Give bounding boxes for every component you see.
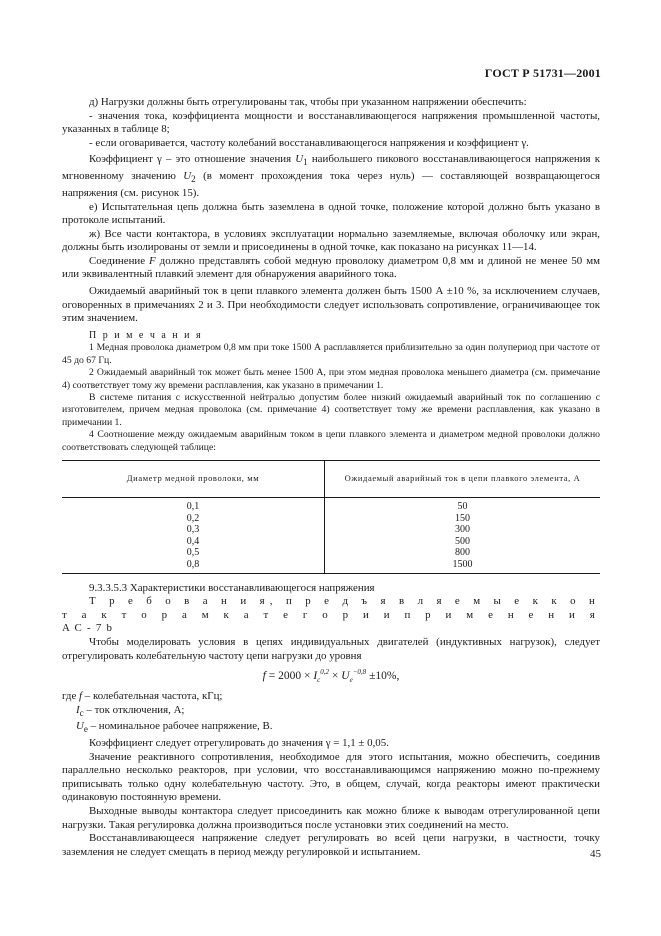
def-term: f	[79, 689, 83, 702]
table-header-row	[62, 461, 600, 498]
paragraph-e: е) Испытательная цепь должна быть заземлена в одной точке, положение которой должно быть указано в протоколе испытаний.	[62, 200, 600, 227]
paragraph-coefficient: Коэффициент следует отрегулировать до значения γ = 1,1 ± 0,05.	[89, 737, 389, 750]
table-cell-current: 50	[325, 498, 601, 513]
paragraph-gamma-coefficient	[62, 153, 600, 200]
text-fragment: (в момент прохождения тока через нуль) — составляющей возвращающегося напряжения (см. рисунок 15).	[62, 170, 600, 199]
text-fragment: наибольшего пикового восстанавливающегося напряжения к мгновенному значению	[62, 153, 601, 183]
paragraph-oscillation: Чтобы моделировать условия в цепях индивидуальных двигателей (индуктивных нагрузок), следует отрегулировать колебательную частоту цепи нагрузки до уровня	[62, 636, 600, 662]
table-cell-current: 150	[325, 513, 601, 525]
symbol-u: U	[183, 170, 192, 183]
table-cell-diameter: 0,3	[186, 524, 200, 536]
def-term: I	[76, 703, 80, 716]
subscript: 2	[191, 174, 196, 185]
paragraph-recovery-voltage: Восстанавливающееся напряжение следует регулировать во всей цепи нагрузки, в частности, точку заземления не следует смещать в период между регулировкой и испытанием.	[62, 832, 600, 858]
def-sub: c	[79, 707, 84, 718]
wire-current-table	[62, 460, 600, 574]
section-requirement: Т р е б о в а н и я, п р е д ъ я в л я е м ы е к к о н т а к т о р а м к а т е г о р и и п р и м е н е н и я АС-7b	[62, 595, 600, 635]
paragraph-reactance: Значение реактивного сопротивления, необходимое для этого испытания, можно обеспечить, соединив параллельно несколько реакторов, при условии, что восстанавливающимся напряжению можно по-прежнему приписывать только одну колебательную частоту. Это, в общем, случай, когда реакторы имеют практически одинаковую постоянную времени.	[62, 750, 600, 804]
formula-f: f	[262, 670, 266, 683]
formula-sup: −0,8	[352, 668, 367, 677]
table-cell-current: 300	[325, 524, 601, 536]
def-text: – номинальное рабочее напряжение, В.	[87, 720, 273, 733]
formula-sub: e	[349, 676, 353, 685]
def-text: – колебательная частота, кГц;	[82, 689, 223, 702]
table-cell-diameter: 0,5	[186, 547, 200, 559]
table-cell-diameter: 0,1	[186, 501, 200, 513]
paragraph-frequency: - если оговаривается, частоту колебаний восстанавливающегося напряжения и коэффициент γ.	[89, 136, 529, 149]
note-2: 2 Ожидаемый аварийный ток может быть менее 1500 А, при этом медная проволока меньшего диаметра (см. примечание 4) соответствует тому жу времени расплавления, как указано в примечании 1.	[62, 367, 600, 391]
symbol-f: F	[149, 254, 156, 267]
document-body	[62, 96, 600, 859]
note-1: 1 Медная проволока диаметром 0,8 мм при токе 1500 А расплавляется приблизительно за один полупериод при частоте от 45 до 67 Гц.	[62, 342, 600, 366]
table-row	[62, 524, 600, 536]
table-cell-current: 800	[325, 547, 601, 559]
paragraph-d: д) Нагрузки должны быть отрегулированы так, чтобы при указанном напряжении обеспечить:	[89, 96, 527, 108]
section-heading: 9.3.3.5.3 Характеристики восстанавливающегося напряжения	[89, 581, 375, 594]
formula-part: = 2000 ×	[265, 670, 314, 683]
paragraph-fault-current: Ожидаемый аварийный ток в цепи плавкого элемента должен быть 1500 А ±10 %, за исключением случаев, оговоренных в примечаниях 2 и 3. При необходимости следует использовать сопротивление, ограничивающее ток этим значением.	[62, 285, 600, 325]
table-cell-diameter: 0,2	[186, 512, 200, 524]
paragraph-zh: ж) Все части контактора, в условиях эксплуатации нормально заземляемые, включая оболочку или экран, должны быть изолированы от земли и присоединены в одной точке, как показано на рисунках 11—14.	[62, 227, 600, 254]
frequency-formula	[62, 666, 600, 688]
symbol-u: U	[295, 153, 304, 166]
text-fragment: Соединение	[89, 254, 150, 267]
table-header-diameter: Диаметр медной проволоки, мм	[62, 461, 325, 498]
formula-ic: I	[313, 670, 318, 683]
table-cell-diameter: 0,4	[186, 535, 200, 547]
definition-ic	[62, 704, 600, 721]
note-4: 4 Соотношение между ожидаемым аварийным током в цепи плавкого элемента и диаметром медной проволоки должно соответствовать следующей таблице:	[62, 429, 600, 453]
table-row	[62, 547, 600, 559]
def-sub: e	[83, 724, 88, 735]
subscript: 1	[303, 157, 308, 168]
table-cell-diameter: 0,8	[62, 559, 325, 573]
definition-f	[62, 690, 600, 704]
where-label: где	[62, 689, 80, 702]
paragraph-connection-f	[62, 255, 600, 282]
page-number: 45	[590, 848, 601, 860]
formula-sub: c	[317, 676, 321, 685]
formula-part: ×	[329, 670, 342, 683]
text-fragment: должно представлять собой медную проволоку диаметром 0,8 мм и длиной не менее 50 мм или эквивалентный плавкий элемент для обнаружения аварийного тока.	[62, 254, 601, 281]
paragraph-terminals: Выходные выводы контактора следует присоединить как можно ближе к выводам отрегулированной цепи нагрузки. Такая регулировка должна производиться после установки этих соединений на место.	[62, 805, 600, 831]
table-row	[62, 513, 600, 525]
table-row	[62, 559, 600, 573]
formula-part: ±10%,	[366, 670, 400, 683]
standard-header: ГОСТ Р 51731—2001	[484, 66, 601, 80]
definition-ue	[62, 720, 600, 737]
text-fragment: Коэффициент γ – это отношение значения	[89, 153, 296, 166]
def-text: – ток отключения, А;	[83, 703, 185, 716]
note-3: В системе питания с искусственной нейтралью допустим более низкий ожидаемый аварийный ток по соглашению с изготовителем, причем медная проволока (см. примечание 4) соответствует тому же времени расплавления, как указано в примечании 1.	[62, 392, 600, 428]
formula-sup: 0,2	[320, 668, 330, 677]
table-cell-current: 500	[325, 536, 601, 548]
table-header-current: Ожидаемый аварийный ток в цепи плавкого элемента, А	[325, 461, 601, 498]
notes-title: П р и м е ч а н и я	[89, 329, 203, 341]
table-cell-current: 1500	[325, 559, 601, 573]
table-row	[62, 498, 600, 513]
def-term: U	[76, 720, 84, 733]
table-row	[62, 536, 600, 548]
formula-ue: U	[341, 670, 350, 683]
paragraph-current-values: - значения тока, коэффициента мощности и восстанавливающегося напряжения промышленной частоты, указанных в таблице 8;	[62, 109, 600, 136]
